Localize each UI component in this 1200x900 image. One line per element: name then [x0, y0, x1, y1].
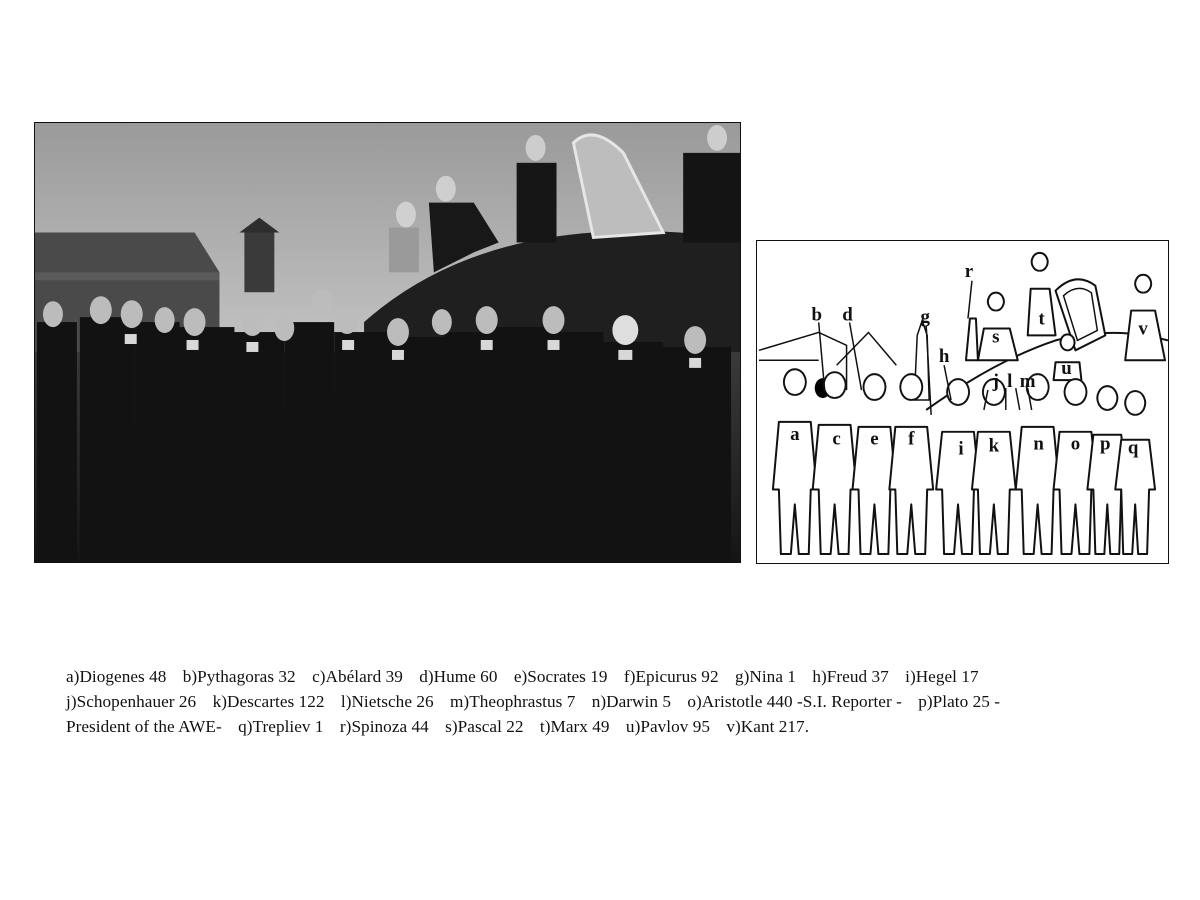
caption-entry: q)Trepliev 1	[238, 717, 324, 736]
key-label-f: f	[908, 428, 915, 450]
group-photograph	[34, 122, 741, 563]
caption-entry: r)Spinoza 44	[339, 717, 429, 736]
key-label-s: s	[992, 326, 1000, 348]
key-label-u: u	[1061, 358, 1072, 380]
caption-entry: d)Hume 60	[419, 667, 498, 686]
key-label-b: b	[811, 304, 822, 326]
key-label-h: h	[938, 346, 950, 368]
caption-entry: President of the AWE-	[66, 717, 222, 736]
key-label-p: p	[1100, 433, 1111, 455]
key-label-i: i	[958, 438, 964, 460]
key-label-m: m	[1019, 371, 1036, 393]
caption-entry: n)Darwin 5	[591, 692, 672, 711]
key-diagram-drawing	[757, 241, 1168, 563]
caption-entry: c)Abélard 39	[312, 667, 403, 686]
key-label-d: d	[842, 304, 853, 326]
caption-entry: s)Pascal 22	[445, 717, 524, 736]
key-label-k: k	[988, 435, 1000, 457]
caption-entry: t)Marx 49	[539, 717, 610, 736]
caption-entry: j)Schopenhauer 26	[66, 692, 197, 711]
key-label-q: q	[1127, 437, 1139, 459]
key-label-e: e	[870, 428, 879, 450]
caption-entry: e)Socrates 19	[513, 667, 608, 686]
key-label-a: a	[790, 423, 800, 445]
photograph-image	[35, 123, 740, 562]
caption-line-1	[66, 664, 1146, 689]
caption-entry: b)Pythagoras 32	[182, 667, 296, 686]
caption-entry: k)Descartes 122	[212, 692, 325, 711]
caption-line-2	[66, 689, 1146, 714]
key-label-c: c	[832, 428, 841, 450]
caption-legend	[66, 664, 1146, 739]
caption-entry: p)Plato 25 -	[918, 692, 1000, 711]
caption-entry: g)Nina 1	[734, 667, 796, 686]
caption-entry: v)Kant 217.	[726, 717, 810, 736]
key-label-t: t	[1038, 308, 1045, 330]
caption-entry: o)Aristotle 440 -S.I. Reporter -	[687, 692, 902, 711]
key-label-j: j	[992, 371, 999, 393]
caption-line-3	[66, 714, 1146, 739]
caption-entry: h)Freud 37	[812, 667, 889, 686]
key-label-r: r	[964, 260, 974, 282]
key-label-o: o	[1070, 433, 1081, 455]
key-label-n: n	[1033, 433, 1044, 455]
caption-entry: u)Pavlov 95	[625, 717, 711, 736]
key-label-g: g	[920, 306, 930, 328]
caption-entry: a)Diogenes 48	[66, 667, 167, 686]
key-label-l: l	[1007, 371, 1013, 393]
key-diagram	[756, 240, 1169, 564]
caption-entry: i)Hegel 17	[905, 667, 979, 686]
caption-entry: f)Epicurus 92	[623, 667, 719, 686]
caption-entry: m)Theophrastus 7	[450, 692, 576, 711]
caption-entry: l)Nietsche 26	[340, 692, 434, 711]
key-label-v: v	[1138, 318, 1148, 340]
